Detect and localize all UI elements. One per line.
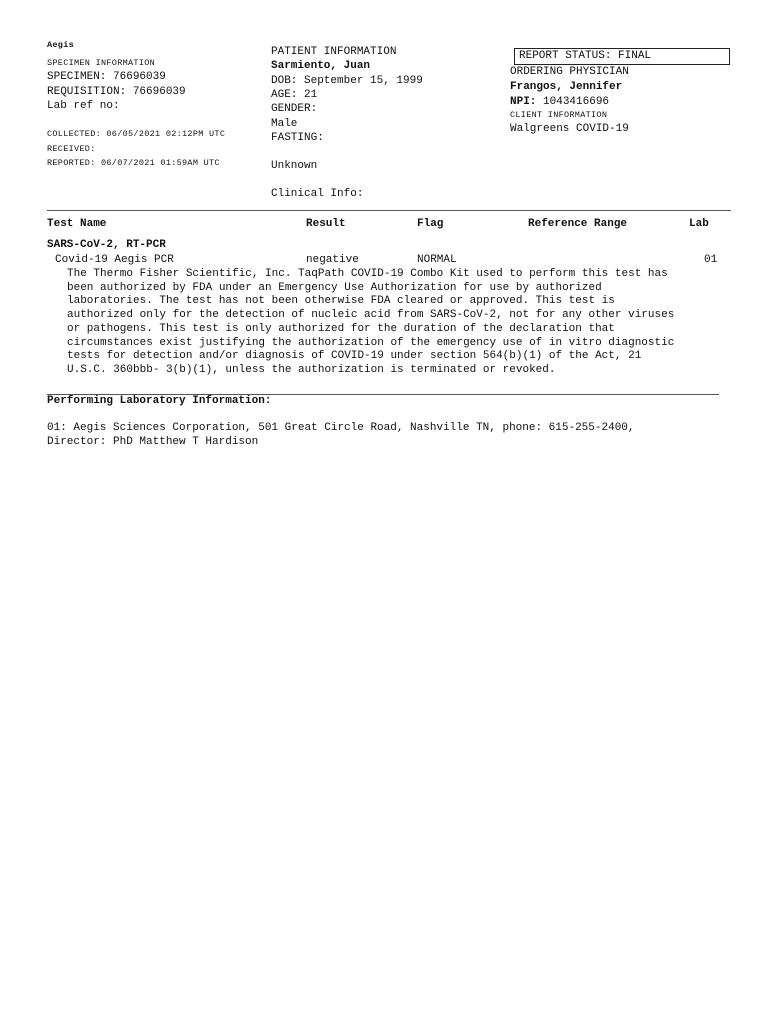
interpretation-line: been authorized by FDA under an Emergency Use Authorization for use by authorized: [67, 281, 602, 294]
lab-ref-number: Lab ref no:: [47, 100, 120, 112]
patient-gender-value: Male: [271, 118, 298, 130]
patient-dob: DOB: September 15, 1999: [271, 75, 423, 87]
specimen-number: SPECIMEN: 76696039: [47, 71, 166, 83]
collected-date: COLLECTED: 06/05/2021 02:12PM UTC: [47, 129, 226, 139]
interpretation-line: The Thermo Fisher Scientific, Inc. TaqPath COVID-19 Combo Kit used to perform this test has: [67, 268, 668, 280]
performing-lab-heading: Performing Laboratory Information:: [47, 395, 272, 407]
patient-gender-label: GENDER:: [271, 103, 318, 115]
physician-npi: [510, 95, 609, 109]
panel-name: SARS-CoV-2, RT-PCR: [47, 239, 166, 251]
col-header-lab: Lab: [689, 218, 709, 230]
lab-logo-text: Aegis: [47, 40, 75, 50]
interpretation-line: tests for detection and/or diagnosis of COVID-19 under section 564(b)(1) of the Act, 21: [67, 350, 642, 363]
col-header-flag: Flag: [417, 218, 444, 230]
interpretation-text: [67, 268, 717, 378]
row-flag: NORMAL: [417, 254, 457, 266]
col-header-result: Result: [306, 218, 346, 230]
specimen-info-heading: SPECIMEN INFORMATION: [47, 58, 156, 68]
row-lab: 01: [704, 254, 718, 266]
interpretation-line: circumstances exist justifying the authorization of the emergency use of in vitro diagnostic: [67, 336, 675, 349]
col-header-test-name: Test Name: [47, 218, 107, 230]
client-info-heading: CLIENT INFORMATION: [510, 110, 608, 120]
patient-name: Sarmiento, Juan: [271, 60, 371, 72]
patient-fasting-label: FASTING:: [271, 132, 324, 144]
performing-lab-info: [47, 421, 635, 449]
performing-lab-line: Director: PhD Matthew T Hardison: [47, 436, 259, 448]
col-header-reference-range: Reference Range: [528, 218, 628, 230]
npi-label: NPI:: [510, 96, 537, 108]
patient-age: AGE: 21: [271, 89, 318, 101]
received-date: RECEIVED:: [47, 144, 96, 154]
interpretation-line: or pathogens. This test is only authorized for the duration of the declaration that: [67, 322, 615, 335]
patient-fasting-value: Unknown: [271, 160, 318, 172]
row-test-name: Covid-19 Aegis PCR: [55, 254, 174, 266]
interpretation-line: U.S.C. 360bbb- 3(b)(1), unless the authorization is terminated or revoked.: [67, 363, 556, 376]
patient-info-heading: PATIENT INFORMATION: [271, 46, 397, 58]
interpretation-line: laboratories. The test has not been otherwise FDA cleared or approved. This test is: [67, 295, 615, 308]
ordering-physician-heading: ORDERING PHYSICIAN: [510, 66, 629, 78]
row-result: negative: [306, 254, 359, 266]
clinical-info-label: Clinical Info:: [271, 188, 364, 200]
reported-date: REPORTED: 06/07/2021 01:59AM UTC: [47, 158, 220, 168]
physician-name: Frangos, Jennifer: [510, 81, 623, 93]
client-name: Walgreens COVID-19: [510, 123, 629, 135]
requisition-number: REQUISITION: 76696039: [47, 86, 186, 98]
performing-lab-line: 01: Aegis Sciences Corporation, 501 Great Circle Road, Nashville TN, phone: 615-255-2400,: [47, 422, 635, 434]
interpretation-line: authorized only for the detection of nucleic acid from SARS-CoV-2, not for any other viruses: [67, 309, 675, 322]
report-status-badge: REPORT STATUS: FINAL: [514, 48, 730, 65]
header-divider: [47, 210, 731, 211]
npi-value: 1043416696: [543, 96, 610, 108]
